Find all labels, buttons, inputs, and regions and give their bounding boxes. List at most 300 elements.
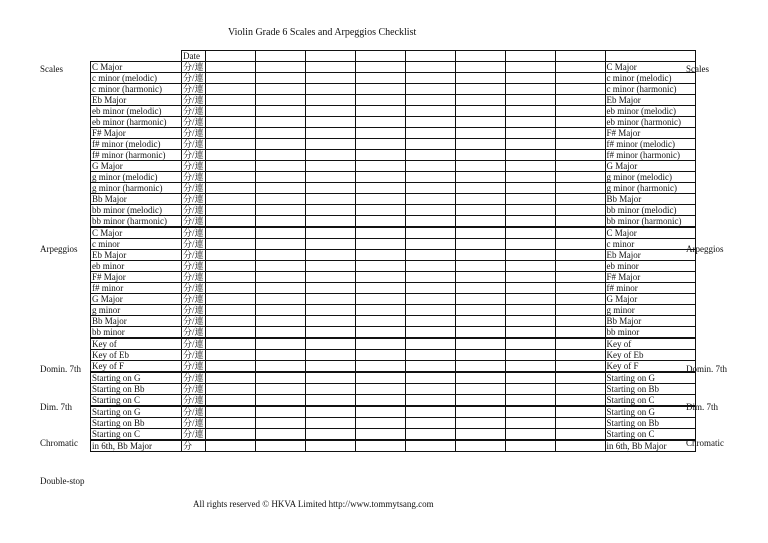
check-cell[interactable] — [355, 227, 405, 239]
check-cell[interactable] — [455, 172, 505, 183]
item-name: c minor (melodic) — [91, 73, 182, 84]
check-cell[interactable] — [305, 62, 355, 73]
check-cell[interactable] — [455, 418, 505, 429]
check-cell[interactable] — [355, 161, 405, 172]
check-cell[interactable] — [555, 172, 605, 183]
check-cell[interactable] — [355, 305, 405, 316]
check-cell[interactable] — [505, 272, 555, 283]
check-cell[interactable] — [455, 84, 505, 95]
check-cell[interactable] — [505, 150, 555, 161]
check-cell[interactable] — [305, 429, 355, 441]
checklist-row — [91, 117, 696, 128]
check-cell[interactable] — [205, 161, 255, 172]
check-cell[interactable] — [255, 283, 305, 294]
check-cell[interactable] — [205, 327, 255, 339]
check-cell[interactable] — [455, 361, 505, 373]
check-cell[interactable] — [355, 272, 405, 283]
check-cell[interactable] — [205, 294, 255, 305]
check-cell[interactable] — [505, 183, 555, 194]
check-cell[interactable] — [205, 406, 255, 418]
check-cell[interactable] — [455, 62, 505, 73]
checklist-row — [91, 429, 696, 441]
check-cell[interactable] — [555, 261, 605, 272]
check-cell[interactable] — [355, 183, 405, 194]
check-cell[interactable] — [205, 73, 255, 84]
check-cell[interactable] — [555, 183, 605, 194]
check-cell[interactable] — [355, 406, 405, 418]
check-cell[interactable] — [405, 84, 455, 95]
check-cell[interactable] — [355, 139, 405, 150]
check-cell[interactable] — [555, 338, 605, 350]
check-cell[interactable] — [305, 406, 355, 418]
check-cell[interactable] — [555, 350, 605, 361]
check-cell[interactable] — [205, 183, 255, 194]
check-cell[interactable] — [205, 95, 255, 106]
check-cell[interactable] — [305, 161, 355, 172]
check-cell[interactable] — [455, 194, 505, 205]
check-cell[interactable] — [505, 372, 555, 384]
check-cell[interactable] — [405, 316, 455, 327]
check-cell[interactable] — [305, 316, 355, 327]
check-cell[interactable] — [405, 429, 455, 441]
check-cell[interactable] — [255, 106, 305, 117]
check-cell[interactable] — [505, 338, 555, 350]
check-cell[interactable] — [255, 227, 305, 239]
check-cell[interactable] — [505, 261, 555, 272]
check-cell[interactable] — [255, 440, 305, 452]
check-cell[interactable] — [405, 338, 455, 350]
check-cell[interactable] — [455, 250, 505, 261]
check-cell[interactable] — [255, 139, 305, 150]
check-cell[interactable] — [405, 183, 455, 194]
check-cell[interactable] — [305, 338, 355, 350]
check-cell[interactable] — [205, 338, 255, 350]
check-cell[interactable] — [555, 361, 605, 373]
check-cell[interactable] — [205, 250, 255, 261]
check-cell[interactable] — [555, 95, 605, 106]
checklist-row — [91, 216, 696, 228]
check-cell[interactable] — [205, 272, 255, 283]
check-cell[interactable] — [555, 429, 605, 441]
check-cell[interactable] — [305, 418, 355, 429]
check-cell[interactable] — [505, 117, 555, 128]
check-cell[interactable] — [505, 429, 555, 441]
check-cell[interactable] — [205, 139, 255, 150]
check-cell[interactable] — [305, 172, 355, 183]
bowing-mark: 分/連 — [183, 305, 204, 315]
check-cell[interactable] — [255, 384, 305, 395]
check-cell[interactable] — [405, 106, 455, 117]
check-cell[interactable] — [405, 73, 455, 84]
check-cell[interactable] — [505, 62, 555, 73]
check-cell[interactable] — [455, 261, 505, 272]
check-cell[interactable] — [255, 327, 305, 339]
check-cell[interactable] — [355, 150, 405, 161]
check-cell[interactable] — [505, 161, 555, 172]
check-cell[interactable] — [455, 205, 505, 216]
check-cell[interactable] — [305, 106, 355, 117]
check-cell[interactable] — [255, 62, 305, 73]
check-cell[interactable] — [505, 216, 555, 228]
check-cell[interactable] — [555, 384, 605, 395]
check-cell[interactable] — [455, 106, 505, 117]
check-cell[interactable] — [205, 62, 255, 73]
item-name: c minor — [91, 239, 182, 250]
check-cell[interactable] — [455, 161, 505, 172]
check-cell[interactable] — [355, 95, 405, 106]
check-cell[interactable] — [205, 194, 255, 205]
check-cell[interactable] — [355, 205, 405, 216]
check-cell[interactable] — [355, 361, 405, 373]
check-cell[interactable] — [205, 216, 255, 228]
check-cell[interactable] — [455, 384, 505, 395]
check-cell[interactable] — [255, 95, 305, 106]
check-cell[interactable] — [405, 294, 455, 305]
check-cell[interactable] — [555, 250, 605, 261]
check-cell[interactable] — [205, 84, 255, 95]
check-cell[interactable] — [555, 161, 605, 172]
check-cell[interactable] — [455, 216, 505, 228]
check-cell[interactable] — [455, 183, 505, 194]
check-cell[interactable] — [505, 418, 555, 429]
item-name-right: Bb Major — [605, 194, 695, 205]
check-cell[interactable] — [505, 395, 555, 407]
check-cell[interactable] — [205, 316, 255, 327]
check-cell[interactable] — [255, 205, 305, 216]
check-cell[interactable] — [505, 84, 555, 95]
check-cell[interactable] — [355, 62, 405, 73]
check-cell[interactable] — [305, 95, 355, 106]
check-cell[interactable] — [205, 117, 255, 128]
check-cell[interactable] — [205, 350, 255, 361]
check-cell[interactable] — [505, 73, 555, 84]
check-cell[interactable] — [455, 283, 505, 294]
check-cell[interactable] — [205, 395, 255, 407]
check-cell[interactable] — [555, 73, 605, 84]
check-cell[interactable] — [255, 150, 305, 161]
check-cell[interactable] — [555, 117, 605, 128]
check-cell[interactable] — [455, 395, 505, 407]
check-cell[interactable] — [505, 239, 555, 250]
check-cell[interactable] — [555, 327, 605, 339]
check-cell[interactable] — [355, 117, 405, 128]
check-cell[interactable] — [305, 227, 355, 239]
check-cell[interactable] — [255, 372, 305, 384]
check-cell[interactable] — [355, 261, 405, 272]
check-cell[interactable] — [455, 227, 505, 239]
check-cell[interactable] — [205, 239, 255, 250]
check-cell[interactable] — [305, 183, 355, 194]
check-cell[interactable] — [205, 372, 255, 384]
check-cell[interactable] — [405, 128, 455, 139]
check-cell[interactable] — [455, 239, 505, 250]
check-cell[interactable] — [555, 84, 605, 95]
check-cell[interactable] — [405, 305, 455, 316]
check-cell[interactable] — [355, 172, 405, 183]
check-cell[interactable] — [305, 272, 355, 283]
check-cell[interactable] — [555, 316, 605, 327]
check-cell[interactable] — [555, 395, 605, 407]
check-cell[interactable] — [405, 62, 455, 73]
check-cell[interactable] — [555, 418, 605, 429]
check-cell[interactable] — [255, 395, 305, 407]
check-cell[interactable] — [255, 305, 305, 316]
check-cell[interactable] — [355, 194, 405, 205]
check-cell[interactable] — [405, 395, 455, 407]
check-cell[interactable] — [505, 205, 555, 216]
check-cell[interactable] — [205, 440, 255, 452]
check-cell[interactable] — [405, 205, 455, 216]
check-cell[interactable] — [305, 117, 355, 128]
check-cell[interactable] — [255, 272, 305, 283]
check-cell[interactable] — [555, 440, 605, 452]
item-name: in 6th, Bb Major — [91, 440, 182, 452]
check-cell[interactable] — [255, 261, 305, 272]
check-cell[interactable] — [355, 294, 405, 305]
check-cell[interactable] — [305, 395, 355, 407]
check-cell[interactable] — [405, 361, 455, 373]
check-cell[interactable] — [355, 283, 405, 294]
check-cell[interactable] — [255, 361, 305, 373]
check-cell[interactable] — [355, 384, 405, 395]
check-cell[interactable] — [505, 172, 555, 183]
check-cell[interactable] — [255, 183, 305, 194]
check-cell[interactable] — [505, 361, 555, 373]
check-cell[interactable] — [405, 250, 455, 261]
check-cell[interactable] — [355, 239, 405, 250]
check-cell[interactable] — [305, 327, 355, 339]
check-cell[interactable] — [555, 227, 605, 239]
check-cell[interactable] — [205, 361, 255, 373]
check-cell[interactable] — [405, 418, 455, 429]
check-cell[interactable] — [455, 117, 505, 128]
check-cell[interactable] — [355, 73, 405, 84]
check-cell[interactable] — [255, 350, 305, 361]
check-cell[interactable] — [305, 73, 355, 84]
check-cell[interactable] — [405, 95, 455, 106]
check-cell[interactable] — [455, 327, 505, 339]
check-cell[interactable] — [455, 128, 505, 139]
check-cell[interactable] — [455, 316, 505, 327]
check-cell[interactable] — [455, 294, 505, 305]
check-cell[interactable] — [555, 372, 605, 384]
check-cell[interactable] — [355, 128, 405, 139]
check-cell[interactable] — [455, 338, 505, 350]
check-cell[interactable] — [355, 338, 405, 350]
check-cell[interactable] — [205, 172, 255, 183]
check-cell[interactable] — [305, 205, 355, 216]
check-cell[interactable] — [405, 327, 455, 339]
check-cell[interactable] — [405, 272, 455, 283]
check-cell[interactable] — [455, 95, 505, 106]
check-cell[interactable] — [405, 283, 455, 294]
item-name: eb minor (harmonic) — [91, 117, 182, 128]
check-cell[interactable] — [255, 239, 305, 250]
check-cell[interactable] — [455, 272, 505, 283]
check-cell[interactable] — [555, 194, 605, 205]
check-cell[interactable] — [555, 216, 605, 228]
check-cell[interactable] — [405, 261, 455, 272]
checklist-row — [91, 406, 696, 418]
check-cell[interactable] — [305, 239, 355, 250]
check-cell[interactable] — [505, 294, 555, 305]
check-cell[interactable] — [405, 350, 455, 361]
checklist-row — [91, 384, 696, 395]
check-cell[interactable] — [255, 117, 305, 128]
check-cell[interactable] — [255, 294, 305, 305]
check-cell[interactable] — [405, 172, 455, 183]
check-cell[interactable] — [505, 350, 555, 361]
check-cell[interactable] — [555, 239, 605, 250]
check-cell[interactable] — [405, 384, 455, 395]
check-cell[interactable] — [305, 139, 355, 150]
section-label-dim7-right: Dim. 7th — [686, 402, 719, 412]
section-label-arpeggios: Arpeggios — [40, 244, 78, 254]
check-cell[interactable] — [405, 372, 455, 384]
check-cell[interactable] — [555, 106, 605, 117]
check-cell[interactable] — [555, 294, 605, 305]
item-name-right: c minor (melodic) — [605, 73, 695, 84]
check-cell[interactable] — [455, 372, 505, 384]
check-cell[interactable] — [255, 73, 305, 84]
check-cell[interactable] — [305, 384, 355, 395]
bowing-mark: 分/連 — [183, 128, 204, 138]
check-cell[interactable] — [205, 261, 255, 272]
check-cell[interactable] — [455, 440, 505, 452]
check-cell[interactable] — [455, 150, 505, 161]
check-cell[interactable] — [405, 227, 455, 239]
check-cell[interactable] — [205, 429, 255, 441]
check-cell[interactable] — [355, 327, 405, 339]
check-cell[interactable] — [255, 84, 305, 95]
check-cell[interactable] — [305, 294, 355, 305]
check-cell[interactable] — [455, 406, 505, 418]
check-cell[interactable] — [255, 172, 305, 183]
check-cell[interactable] — [305, 150, 355, 161]
check-cell[interactable] — [505, 327, 555, 339]
check-cell[interactable] — [355, 429, 405, 441]
check-cell[interactable] — [505, 106, 555, 117]
check-cell[interactable] — [255, 418, 305, 429]
check-cell[interactable] — [555, 150, 605, 161]
check-cell[interactable] — [355, 350, 405, 361]
check-cell[interactable] — [505, 283, 555, 294]
check-cell[interactable] — [505, 316, 555, 327]
check-cell[interactable] — [305, 194, 355, 205]
check-cell[interactable] — [255, 161, 305, 172]
check-cell[interactable] — [355, 395, 405, 407]
check-cell[interactable] — [455, 350, 505, 361]
check-cell[interactable] — [355, 372, 405, 384]
check-cell[interactable] — [205, 150, 255, 161]
check-cell[interactable] — [405, 406, 455, 418]
check-cell[interactable] — [255, 338, 305, 350]
check-cell[interactable] — [305, 305, 355, 316]
check-cell[interactable] — [505, 384, 555, 395]
check-cell[interactable] — [305, 372, 355, 384]
check-cell[interactable] — [305, 261, 355, 272]
check-cell[interactable] — [505, 227, 555, 239]
check-cell[interactable] — [505, 194, 555, 205]
checklist-row — [91, 84, 696, 95]
item-name-right: Starting on G — [605, 372, 695, 384]
check-cell[interactable] — [255, 316, 305, 327]
check-cell[interactable] — [405, 150, 455, 161]
check-cell[interactable] — [305, 84, 355, 95]
check-cell[interactable] — [405, 117, 455, 128]
check-cell[interactable] — [205, 384, 255, 395]
check-cell[interactable] — [205, 283, 255, 294]
check-cell[interactable] — [405, 161, 455, 172]
check-cell[interactable] — [405, 139, 455, 150]
check-cell[interactable] — [355, 84, 405, 95]
check-cell[interactable] — [555, 305, 605, 316]
check-cell[interactable] — [355, 250, 405, 261]
check-cell[interactable] — [455, 429, 505, 441]
check-cell[interactable] — [355, 418, 405, 429]
check-cell[interactable] — [505, 440, 555, 452]
check-cell[interactable] — [505, 250, 555, 261]
check-cell[interactable] — [505, 128, 555, 139]
check-cell[interactable] — [255, 128, 305, 139]
check-cell[interactable] — [305, 440, 355, 452]
check-cell[interactable] — [555, 128, 605, 139]
check-cell[interactable] — [205, 128, 255, 139]
check-cell[interactable] — [555, 62, 605, 73]
check-cell[interactable] — [455, 139, 505, 150]
check-cell[interactable] — [405, 194, 455, 205]
item-name: Key of Eb — [91, 350, 182, 361]
check-cell[interactable] — [355, 106, 405, 117]
check-cell[interactable] — [305, 250, 355, 261]
check-cell[interactable] — [205, 227, 255, 239]
check-cell[interactable] — [505, 305, 555, 316]
item-name-right: Starting on C — [605, 429, 695, 441]
check-cell[interactable] — [505, 406, 555, 418]
check-cell[interactable] — [405, 440, 455, 452]
check-cell[interactable] — [255, 429, 305, 441]
check-cell[interactable] — [355, 316, 405, 327]
check-cell[interactable] — [205, 418, 255, 429]
check-cell[interactable] — [355, 216, 405, 228]
check-cell[interactable] — [205, 305, 255, 316]
check-cell[interactable] — [305, 361, 355, 373]
check-cell[interactable] — [555, 406, 605, 418]
check-cell[interactable] — [205, 205, 255, 216]
check-cell[interactable] — [455, 305, 505, 316]
bowing-mark: 分/連 — [183, 407, 204, 417]
check-cell[interactable] — [555, 139, 605, 150]
check-cell[interactable] — [305, 350, 355, 361]
check-cell[interactable] — [305, 283, 355, 294]
check-cell[interactable] — [405, 239, 455, 250]
check-cell[interactable] — [305, 128, 355, 139]
check-cell[interactable] — [505, 139, 555, 150]
check-cell[interactable] — [255, 216, 305, 228]
check-cell[interactable] — [255, 250, 305, 261]
check-cell[interactable] — [555, 283, 605, 294]
check-cell[interactable] — [305, 216, 355, 228]
check-cell[interactable] — [255, 406, 305, 418]
check-cell[interactable] — [255, 194, 305, 205]
check-cell[interactable] — [555, 205, 605, 216]
check-cell[interactable] — [355, 440, 405, 452]
check-cell[interactable] — [505, 95, 555, 106]
check-cell[interactable] — [455, 73, 505, 84]
check-cell[interactable] — [555, 272, 605, 283]
check-cell[interactable] — [405, 216, 455, 228]
check-cell[interactable] — [205, 106, 255, 117]
